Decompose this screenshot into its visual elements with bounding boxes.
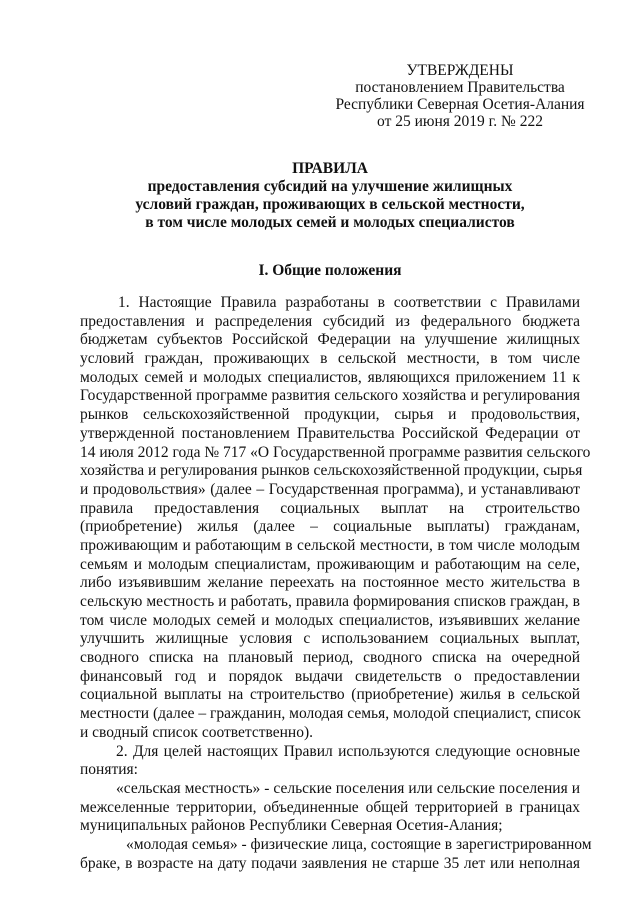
paragraph-line: проживающим и работающим в сельской местности, в том числе молодым: [80, 536, 580, 554]
paragraph-line: муниципальных районов Республики Северная Осетия-Алания;: [80, 817, 503, 835]
document-title: [60, 160, 600, 232]
paragraph-line: сводного списка на плановый период, сводного списка на очередной: [80, 649, 580, 667]
paragraph-line: том числе молодых семей и молодых специалистов, изъявивших желание: [80, 611, 580, 629]
title-line: условий граждан, проживающих в сельской местности,: [135, 196, 525, 213]
paragraph-line: предоставления и распределения субсидий из федерального бюджета: [80, 312, 580, 330]
paragraph-line: браке, в возрасте на дату подачи заявления не старше 35 лет или неполная: [80, 854, 580, 872]
paragraph-line: утвержденной постановлением Правительства Российской Федерации от: [80, 424, 580, 442]
paragraph-line: местности (далее – гражданин, молодая семья, молодой специалист, список: [80, 705, 581, 723]
paragraph-line: и продовольствия» (далее – Государственная программа), и устанавливают: [80, 480, 580, 498]
paragraph-line: 2. Для целей настоящих Правил используются следующие основные: [116, 742, 580, 760]
paragraph-line: хозяйства и регулирования рынков сельскохозяйственной продукции, сырья: [80, 462, 583, 480]
paragraph-line: сельскую местность и работать, правила формирования списков граждан, в: [80, 593, 580, 610]
paragraph-line: улучшить жилищные условия с использованием социальных выплат,: [80, 630, 580, 648]
paragraph-line: и сводный список соответственно).: [80, 723, 313, 741]
paragraph-line: Государственной программе развития сельского хозяйства и регулирования: [80, 387, 580, 405]
title-line: ПРАВИЛА: [292, 160, 368, 177]
paragraph-line: молодых семей и молодых специалистов, являющихся приложением 11 к: [80, 368, 580, 386]
paragraph-line: рынков сельскохозяйственной продукции, сырья и продовольствия,: [80, 406, 580, 424]
paragraph-line: бюджетам субъектов Российской Федерации на улучшение жилищных: [80, 331, 580, 349]
paragraph-line: социальной выплаты на строительство (приобретение) жилья в сельской: [80, 686, 580, 704]
body-text: [80, 294, 592, 873]
paragraph-line: «сельская местность» - сельские поселения или сельские поселения и: [116, 779, 580, 797]
paragraph-line: понятия:: [80, 761, 138, 779]
paragraph-line: 14 июля 2012 года № 717 «О Государственной программе развития сельского: [80, 443, 591, 461]
approval-line: постановлением Правительства: [355, 79, 565, 96]
section-heading: I. Общие положения: [258, 262, 402, 279]
paragraph-line: условий граждан, проживающих в сельской местности, в том числе: [80, 350, 580, 368]
approval-title: УТВЕРЖДЕНЫ: [406, 62, 514, 79]
paragraph-line: правила предоставления социальных выплат на строительство: [80, 499, 580, 517]
paragraph-line: финансовый год и порядок выдачи свидетельств о предоставлении: [80, 667, 580, 685]
title-line: в том числе молодых семей и молодых специалистов: [145, 214, 515, 231]
approval-stamp: [310, 62, 610, 130]
paragraph-line: «молодая семья» - физические лица, состоящие в зарегистрированном: [126, 835, 592, 853]
paragraph-line: семьям и молодым специалистам, проживающим и работающим на селе,: [80, 555, 580, 573]
approval-date: от 25 июня 2019 г. № 222: [377, 113, 543, 130]
paragraph-line: 1. Настоящие Правила разработаны в соответствии с Правилами: [118, 294, 580, 311]
paragraph-line: либо изъявившим желание переехать на постоянное место жительства в: [80, 574, 580, 592]
paragraph-line: межселенные территории, объединенные общей территорией в границах: [80, 798, 580, 816]
approval-line: Республики Северная Осетия-Алания: [335, 96, 585, 113]
title-line: предоставления субсидий на улучшение жилищных: [147, 178, 513, 195]
paragraph-line: (приобретение) жилья (далее – социальные выплаты) гражданам,: [80, 518, 580, 536]
